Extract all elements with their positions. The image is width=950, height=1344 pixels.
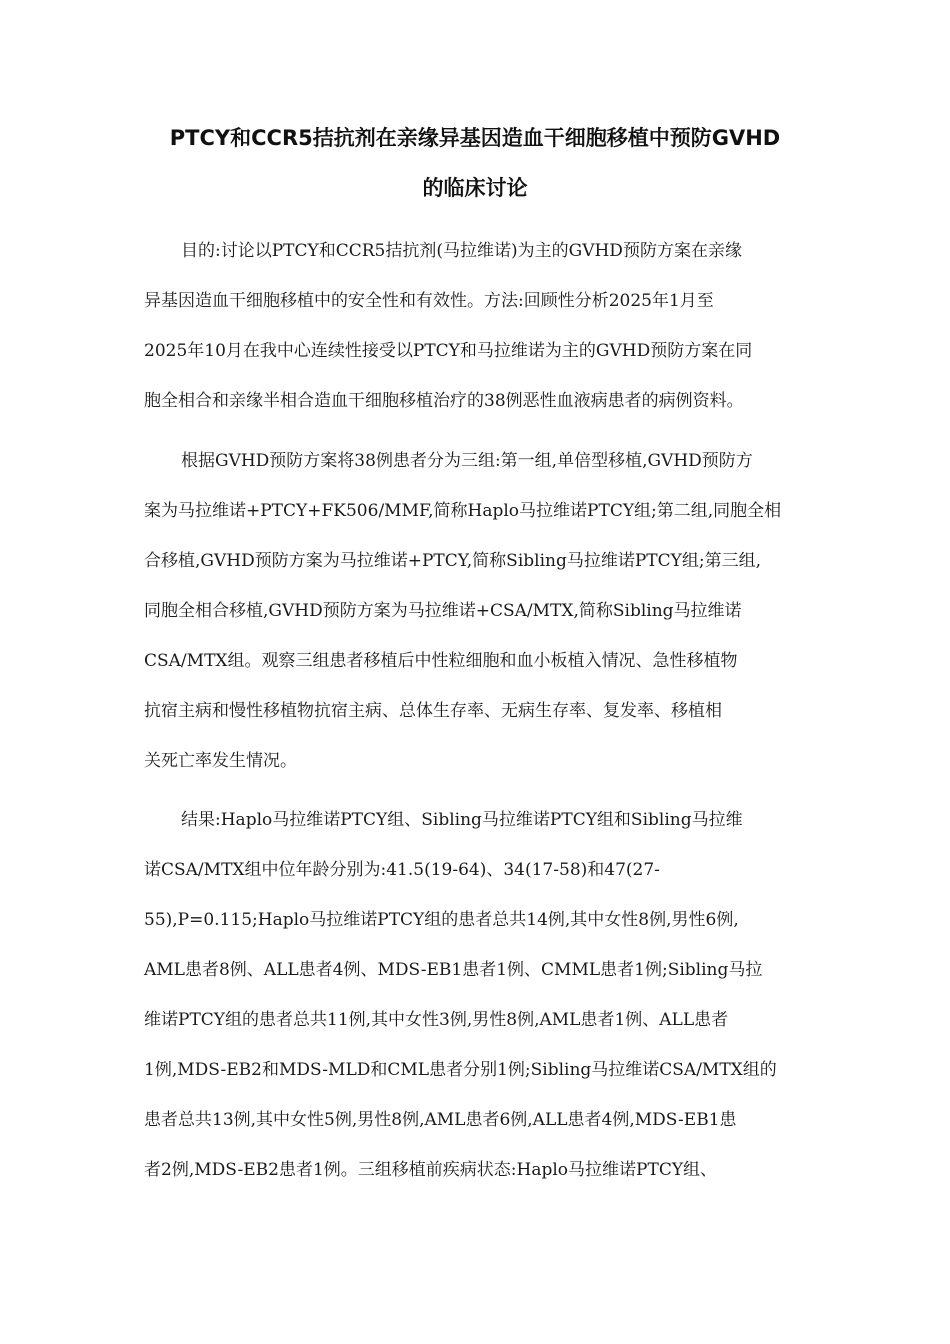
paragraph-line: 根据GVHD预防方案将38例患者分为三组:第一组,单倍型移植,GVHD预防方 — [181, 451, 753, 471]
paragraph-line: 胞全相合和亲缘半相合造血干细胞移植治疗的38例恶性血液病患者的病例资料。 — [144, 391, 744, 411]
paragraph-line: 2025年10月在我中心连续性接受以PTCY和马拉维诺为主的GVHD预防方案在同 — [144, 341, 753, 361]
paragraph-line: 维诺PTCY组的患者总共11例,其中女性3例,男性8例,AML患者1例、ALL患者 — [144, 1010, 729, 1030]
document-title-line-2: 的临床讨论 — [422, 176, 528, 200]
paragraph-line: 合移植,GVHD预防方案为马拉维诺+PTCY,简称Sibling马拉维诺PTCY组;第三组, — [144, 551, 761, 571]
paragraph-objective-methods — [144, 226, 816, 426]
paragraph-line: 关死亡率发生情况。 — [144, 751, 297, 771]
paragraph-line: 目的:讨论以PTCY和CCR5拮抗剂(马拉维诺)为主的GVHD预防方案在亲缘 — [181, 241, 742, 261]
paragraph-line: 诺CSA/MTX组中位年龄分别为:41.5(19-64)、34(17-58)和47(27- — [144, 860, 660, 880]
paragraph-line: 者2例,MDS-EB2患者1例。三组移植前疾病状态:Haplo马拉维诺PTCY组、 — [144, 1160, 718, 1180]
paragraph-line: 结果:Haplo马拉维诺PTCY组、Sibling马拉维诺PTCY组和Sibling马拉维 — [181, 810, 743, 830]
paragraph-line: CSA/MTX组。观察三组患者移植后中性粒细胞和血小板植入情况、急性移植物 — [144, 651, 738, 671]
document-title-line-1: PTCY和CCR5拮抗剂在亲缘异基因造血干细胞移植中预防GVHD — [169, 126, 781, 150]
paragraph-results — [144, 795, 816, 1195]
paragraph-line: 55),P=0.115;Haplo马拉维诺PTCY组的患者总共14例,其中女性8例,男性6例, — [144, 910, 739, 930]
paragraph-line: 案为马拉维诺+PTCY+FK506/MMF,简称Haplo马拉维诺PTCY组;第二组,同胞全相 — [144, 501, 782, 521]
paragraph-line: 抗宿主病和慢性移植物抗宿主病、总体生存率、无病生存率、复发率、移植相 — [144, 701, 722, 721]
paragraph-line: 异基因造血干细胞移植中的安全性和有效性。方法:回顾性分析2025年1月至 — [144, 291, 714, 311]
paragraph-line: 同胞全相合移植,GVHD预防方案为马拉维诺+CSA/MTX,简称Sibling马拉维诺 — [144, 601, 742, 621]
paragraph-line: 1例,MDS-EB2和MDS-MLD和CML患者分别1例;Sibling马拉维诺CSA/MTX组的 — [144, 1060, 777, 1080]
paragraph-grouping — [144, 436, 816, 786]
paragraph-line: 患者总共13例,其中女性5例,男性8例,AML患者6例,ALL患者4例,MDS-EB1患 — [144, 1110, 737, 1130]
paragraph-line: AML患者8例、ALL患者4例、MDS-EB1患者1例、CMML患者1例;Sibling马拉 — [144, 960, 763, 980]
